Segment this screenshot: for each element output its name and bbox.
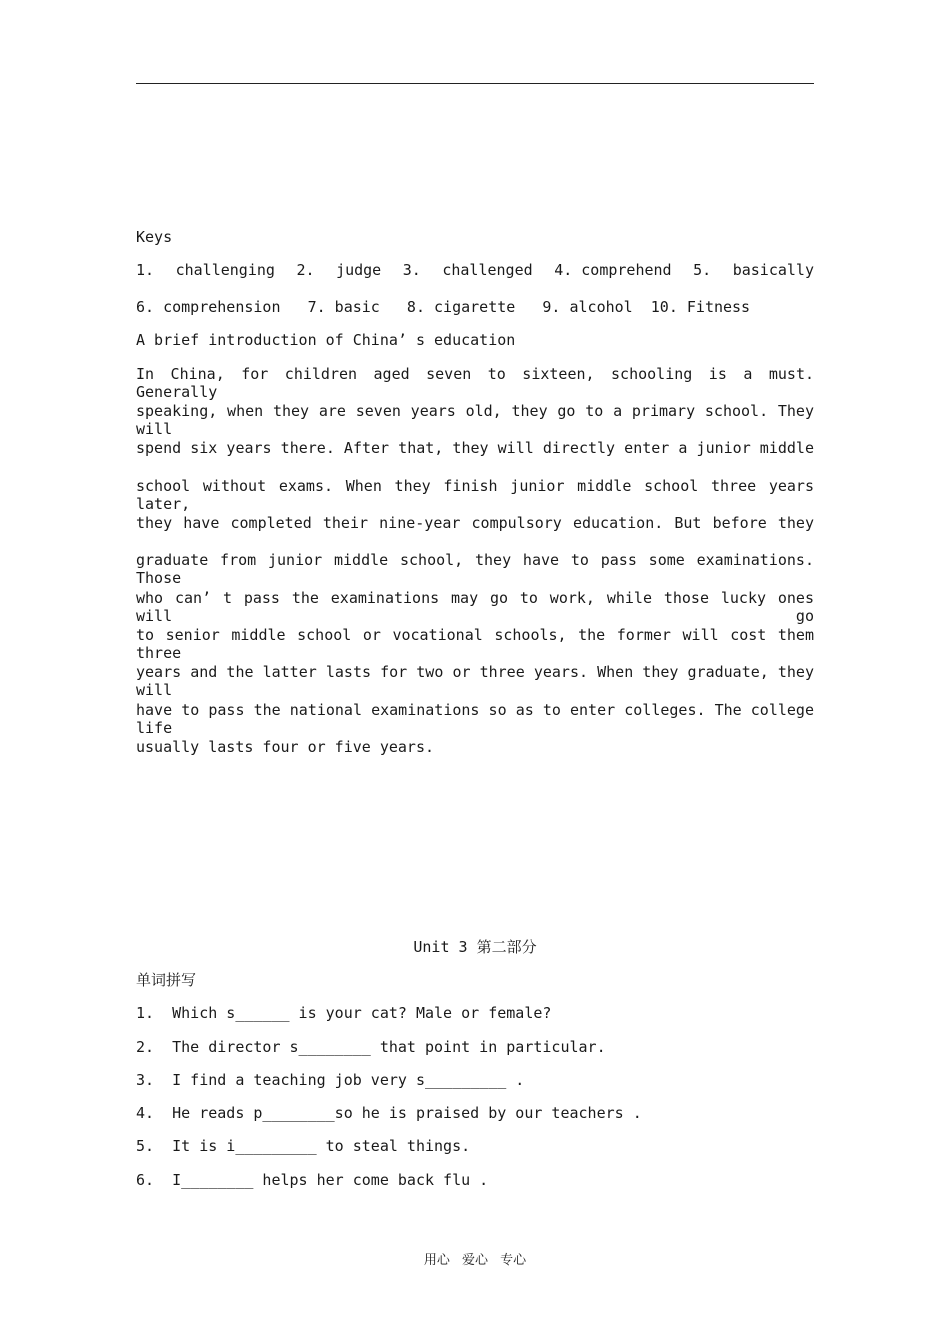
article-line-5: they have completed their nine-year compulsory education. But before they bbox=[136, 514, 814, 532]
exercise-item-3: 3. I find a teaching job very s_________ . bbox=[136, 1071, 525, 1089]
exercise-item-2: 2. The director s________ that point in particular. bbox=[136, 1038, 606, 1056]
key-3-word: challenged bbox=[442, 261, 533, 279]
key-2-word: judge bbox=[336, 261, 382, 279]
article-line-6: graduate from junior middle school, they have to pass some examinations. Those bbox=[136, 551, 814, 587]
keys-row-1 bbox=[136, 261, 814, 279]
keys-row-2: 6. comprehension 7. basic 8. cigarette 9. alcohol 10. Fitness bbox=[136, 298, 751, 316]
section-title: 单词拼写 bbox=[136, 971, 197, 989]
article-line-3: spend six years there. After that, they will directly enter a junior middle bbox=[136, 439, 814, 457]
article-line-8: to senior middle school or vocational schools, the former will cost them three bbox=[136, 626, 814, 662]
article-last-line: usually lasts four or five years. bbox=[136, 738, 435, 756]
key-4: 4. comprehend bbox=[554, 261, 672, 279]
article-line-1: In China, for children aged seven to sixteen, schooling is a must. Generally bbox=[136, 365, 814, 401]
unit-heading-en: Unit 3 bbox=[413, 938, 477, 956]
article-line-7: who can’ t pass the examinations may go to work, while those lucky ones will go bbox=[136, 589, 814, 625]
key-1-word: challenging bbox=[175, 261, 275, 279]
unit-heading bbox=[0, 938, 950, 956]
key-2-num: 2. bbox=[296, 261, 315, 279]
key-5-num: 5. bbox=[693, 261, 712, 279]
key-3-num: 3. bbox=[402, 261, 421, 279]
exercise-item-1: 1. Which s______ is your cat? Male or female? bbox=[136, 1004, 552, 1022]
article-line-2: speaking, when they are seven years old, they go to a primary school. They will bbox=[136, 402, 814, 438]
key-5-word: basically bbox=[732, 261, 814, 279]
article-title: A brief introduction of China’ s education bbox=[136, 331, 516, 349]
exercise-item-6: 6. I________ helps her come back flu . bbox=[136, 1171, 489, 1189]
page-footer: 用心 爱心 专心 bbox=[423, 1253, 527, 1268]
key-1-num: 1. bbox=[136, 261, 155, 279]
article-line-10: have to pass the national examinations so as to enter colleges. The college life bbox=[136, 701, 814, 737]
unit-heading-zh: 第二部分 bbox=[476, 938, 537, 956]
exercise-item-5: 5. It is i_________ to steal things. bbox=[136, 1137, 471, 1155]
exercise-item-4: 4. He reads p________so he is praised by our teachers . bbox=[136, 1104, 642, 1122]
keys-title: Keys bbox=[136, 228, 173, 246]
header-rule bbox=[136, 83, 814, 84]
article-line-4: school without exams. When they finish junior middle school three years later, bbox=[136, 477, 814, 513]
article-line-9: years and the latter lasts for two or three years. When they graduate, they will bbox=[136, 663, 814, 699]
